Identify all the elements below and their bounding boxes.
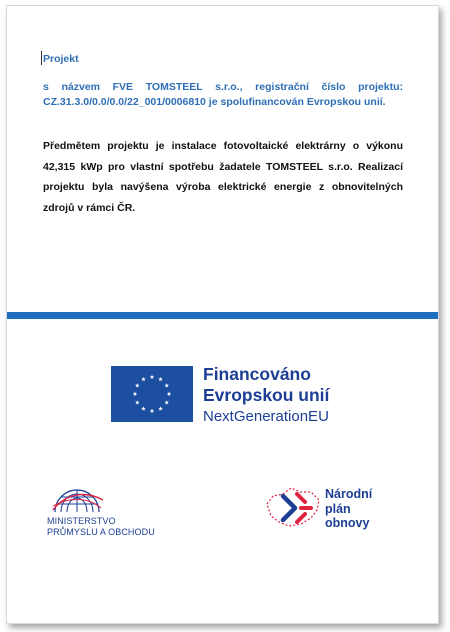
npo-logo-text [325, 487, 372, 531]
eu-line-evropskou-unii: Evropskou unií [203, 385, 330, 405]
npo-line-obnovy: obnovy [325, 516, 370, 530]
eu-flag-icon [111, 366, 193, 422]
project-registration-paragraph: s názvem FVE TOMSTEEL s.r.o., registrační číslo projektu: CZ.31.3.0/0.0/0.0/22_001/0006810 je spolufinancován Evropskou unií. [43, 81, 403, 108]
text-cursor [41, 51, 42, 65]
eu-line-nextgenerationeu: NextGenerationEU [203, 408, 329, 425]
document-page [6, 5, 439, 624]
npo-czech-map-icon [261, 484, 323, 532]
project-description-paragraph: Předmětem projektu je instalace fotovoltaické elektrárny o výkonu 42,315 kWp pro vlastní spotřebu žadatele TOMSTEEL s.r.o. Realizací projektu byla navýšena výroba elektrické energie z obnovitelných zdrojů v rámci ČR. [43, 140, 403, 214]
mpo-logo-text [47, 516, 155, 538]
project-heading: Projekt [43, 53, 79, 65]
mpo-line-prumyslu-a-obchodu: PRŮMYSLU A OBCHODU [47, 527, 155, 537]
section-divider [7, 312, 438, 319]
eu-funding-text [203, 364, 329, 427]
mpo-globe-icon [47, 484, 107, 514]
eu-line-financovano: Financováno [203, 364, 311, 384]
mpo-line-ministerstvo: MINISTERSTVO [47, 516, 116, 526]
npo-line-narodni: Národní [325, 487, 373, 501]
npo-line-plan: plán [325, 501, 351, 516]
